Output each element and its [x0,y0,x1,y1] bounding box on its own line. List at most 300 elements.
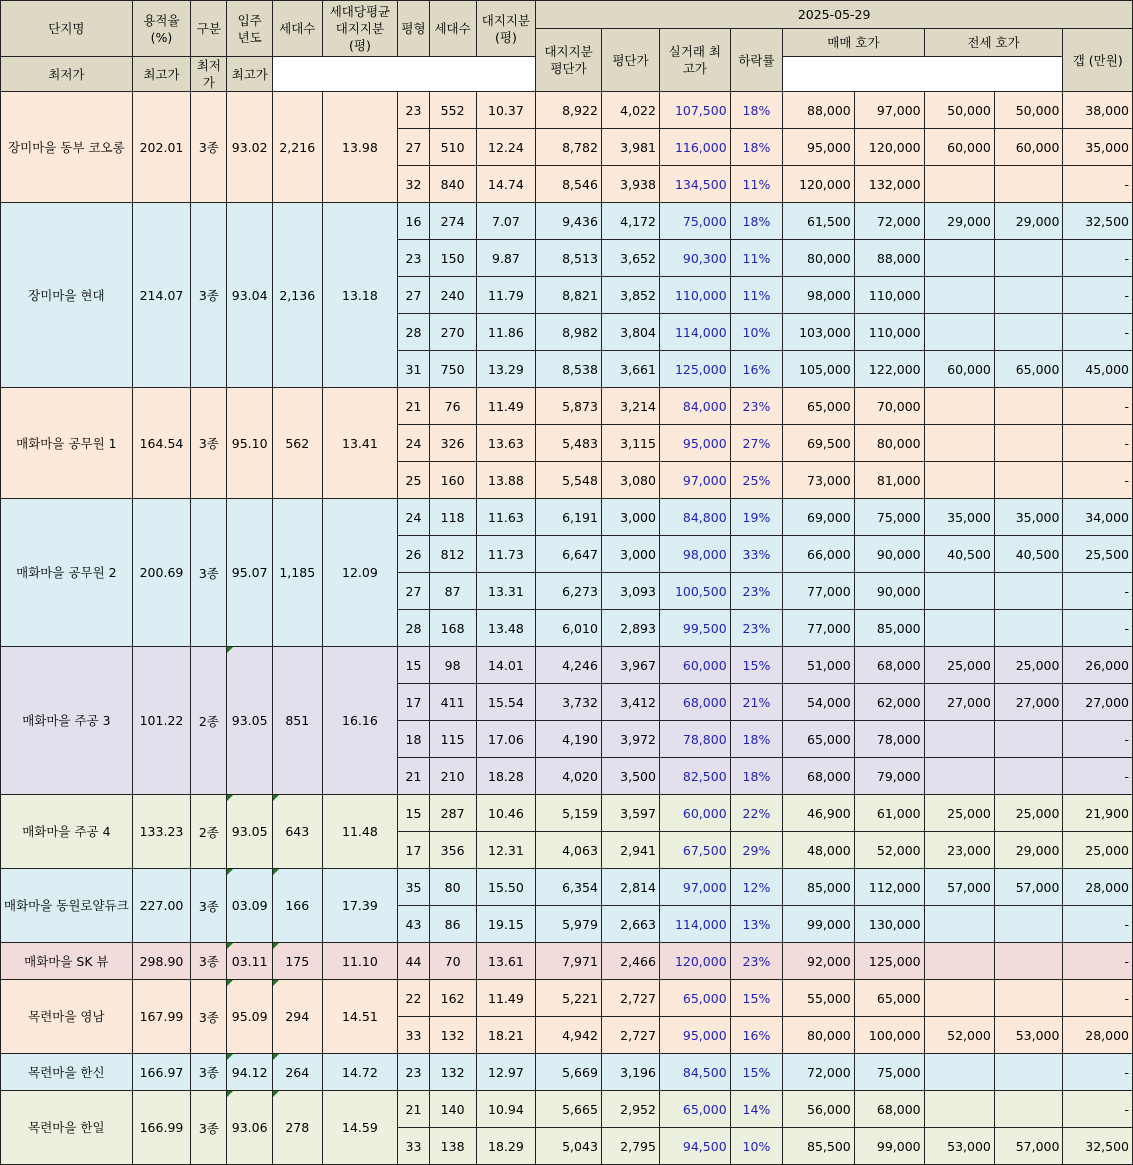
unit-pyeong-price: 3,093 [601,573,659,610]
unit-pyeong-price: 3,852 [601,277,659,314]
unit-drop-rate: 18% [730,758,783,795]
unit-households: 287 [429,795,476,832]
unit-pyeong: 18 [398,721,429,758]
unit-pyeong: 25 [398,462,429,499]
complex-far: 227.00 [132,869,191,943]
unit-jeonse-max [994,721,1063,758]
complex-far: 214.07 [132,203,191,388]
unit-sale-max: 81,000 [854,462,924,499]
unit-land-price: 4,020 [536,758,602,795]
complex-name: 목련마을 한신 [1,1054,133,1091]
unit-land-price: 8,982 [536,314,602,351]
complex-households: 643 [272,795,322,869]
unit-sale-max: 97,000 [854,92,924,129]
unit-land-price: 5,669 [536,1054,602,1091]
complex-avg-land: 17.39 [322,869,398,943]
unit-max-trade: 78,800 [659,721,730,758]
unit-land: 7.07 [476,203,536,240]
unit-land: 13.61 [476,943,536,980]
unit-households: 750 [429,351,476,388]
unit-jeonse-max [994,462,1063,499]
unit-land: 14.01 [476,647,536,684]
header-jeonse-min: 최저가 [191,57,227,92]
complex-zone: 3종 [191,1091,227,1165]
unit-gap: - [1063,1091,1133,1128]
unit-sale-min: 120,000 [783,166,855,203]
unit-sale-min: 105,000 [783,351,855,388]
header-unit-households: 세대수 [429,1,476,57]
unit-jeonse-min [924,462,994,499]
unit-jeonse-max [994,166,1063,203]
unit-jeonse-min [924,240,994,277]
unit-jeonse-min [924,1091,994,1128]
unit-households: 132 [429,1054,476,1091]
unit-max-trade: 90,300 [659,240,730,277]
unit-jeonse-max [994,1054,1063,1091]
unit-sale-max: 75,000 [854,1054,924,1091]
unit-land-price: 6,647 [536,536,602,573]
unit-gap: - [1063,610,1133,647]
unit-sale-min: 69,000 [783,499,855,536]
unit-jeonse-max: 57,000 [994,1128,1063,1165]
unit-sale-max: 65,000 [854,980,924,1017]
complex-avg-land: 16.16 [322,647,398,795]
unit-jeonse-min [924,1054,994,1091]
unit-households: 115 [429,721,476,758]
unit-pyeong: 24 [398,499,429,536]
complex-zone: 3종 [191,499,227,647]
unit-drop-rate: 16% [730,1017,783,1054]
header-zone: 구분 [191,1,227,57]
complex-far: 133.23 [132,795,191,869]
unit-households: 356 [429,832,476,869]
unit-max-trade: 125,000 [659,351,730,388]
unit-sale-max: 122,000 [854,351,924,388]
unit-land: 10.46 [476,795,536,832]
unit-pyeong-price: 3,938 [601,166,659,203]
unit-jeonse-min [924,721,994,758]
unit-gap: 38,000 [1063,92,1133,129]
unit-jeonse-min: 35,000 [924,499,994,536]
unit-pyeong: 23 [398,240,429,277]
table-row [1,92,1133,129]
unit-pyeong-price: 3,597 [601,795,659,832]
unit-households: 150 [429,240,476,277]
unit-max-trade: 99,500 [659,610,730,647]
complex-year: 95.09 [227,980,272,1054]
unit-pyeong: 33 [398,1128,429,1165]
unit-jeonse-min: 27,000 [924,684,994,721]
unit-land: 14.74 [476,166,536,203]
unit-pyeong-price: 3,080 [601,462,659,499]
unit-pyeong: 17 [398,684,429,721]
unit-pyeong: 15 [398,795,429,832]
unit-households: 138 [429,1128,476,1165]
unit-land-price: 7,971 [536,943,602,980]
unit-jeonse-max: 29,000 [994,203,1063,240]
unit-max-trade: 134,500 [659,166,730,203]
unit-land: 11.73 [476,536,536,573]
unit-drop-rate: 18% [730,721,783,758]
unit-sale-min: 66,000 [783,536,855,573]
unit-jeonse-min [924,573,994,610]
unit-sale-min: 69,500 [783,425,855,462]
unit-pyeong: 44 [398,943,429,980]
unit-gap: - [1063,166,1133,203]
unit-pyeong-price: 3,000 [601,499,659,536]
unit-sale-min: 61,500 [783,203,855,240]
unit-pyeong: 21 [398,1091,429,1128]
unit-sale-max: 100,000 [854,1017,924,1054]
complex-far: 200.69 [132,499,191,647]
unit-max-trade: 68,000 [659,684,730,721]
unit-pyeong-price: 2,795 [601,1128,659,1165]
header-year: 입주 년도 [227,1,272,57]
unit-jeonse-max [994,980,1063,1017]
unit-gap: 21,900 [1063,795,1133,832]
unit-households: 840 [429,166,476,203]
unit-drop-rate: 15% [730,1054,783,1091]
complex-far: 166.99 [132,1091,191,1165]
unit-sale-min: 65,000 [783,721,855,758]
unit-jeonse-min: 57,000 [924,869,994,906]
unit-households: 270 [429,314,476,351]
complex-year: 03.09 [227,869,272,943]
unit-households: 411 [429,684,476,721]
unit-sale-max: 80,000 [854,425,924,462]
complex-avg-land: 13.41 [322,388,398,499]
unit-max-trade: 82,500 [659,758,730,795]
unit-land: 13.29 [476,351,536,388]
unit-drop-rate: 18% [730,129,783,166]
unit-land-price: 6,191 [536,499,602,536]
complex-zone: 3종 [191,980,227,1054]
unit-pyeong-price: 2,941 [601,832,659,869]
unit-jeonse-max: 57,000 [994,869,1063,906]
unit-gap: 34,000 [1063,499,1133,536]
unit-max-trade: 97,000 [659,462,730,499]
unit-sale-min: 99,000 [783,906,855,943]
table-row [1,1054,1133,1091]
unit-households: 87 [429,573,476,610]
complex-far: 202.01 [132,92,191,203]
complex-year: 95.10 [227,388,272,499]
unit-sale-min: 65,000 [783,388,855,425]
unit-jeonse-max [994,758,1063,795]
unit-pyeong-price: 4,022 [601,92,659,129]
unit-pyeong: 27 [398,573,429,610]
unit-gap: 28,000 [1063,869,1133,906]
unit-land: 12.24 [476,129,536,166]
unit-land: 12.97 [476,1054,536,1091]
unit-max-trade: 110,000 [659,277,730,314]
unit-max-trade: 65,000 [659,1091,730,1128]
table-row [1,980,1133,1017]
unit-pyeong-price: 2,466 [601,943,659,980]
unit-jeonse-max [994,388,1063,425]
unit-sale-min: 98,000 [783,277,855,314]
unit-pyeong-price: 3,661 [601,351,659,388]
unit-land-price: 6,273 [536,573,602,610]
unit-sale-max: 62,000 [854,684,924,721]
unit-land: 13.63 [476,425,536,462]
table-row [1,869,1133,906]
unit-max-trade: 67,500 [659,832,730,869]
complex-name: 매화마을 공무원 1 [1,388,133,499]
complex-name: 목련마을 영남 [1,980,133,1054]
unit-jeonse-max: 27,000 [994,684,1063,721]
unit-max-trade: 94,500 [659,1128,730,1165]
unit-sale-max: 110,000 [854,277,924,314]
unit-land: 11.49 [476,388,536,425]
unit-drop-rate: 13% [730,906,783,943]
complex-households: 2,216 [272,92,322,203]
unit-land: 18.29 [476,1128,536,1165]
unit-max-trade: 98,000 [659,536,730,573]
unit-pyeong-price: 3,412 [601,684,659,721]
unit-land: 15.54 [476,684,536,721]
unit-land-price: 4,063 [536,832,602,869]
unit-households: 168 [429,610,476,647]
complex-households: 851 [272,647,322,795]
unit-jeonse-max [994,906,1063,943]
header-sale: 매매 호가 [783,29,924,57]
unit-sale-min: 92,000 [783,943,855,980]
header-land: 대지지분 (평) [476,1,536,57]
unit-jeonse-max [994,610,1063,647]
unit-pyeong: 22 [398,980,429,1017]
unit-drop-rate: 18% [730,203,783,240]
unit-sale-max: 85,000 [854,610,924,647]
unit-jeonse-min [924,980,994,1017]
unit-land: 10.94 [476,1091,536,1128]
complex-name: 매화마을 주공 4 [1,795,133,869]
unit-jeonse-min [924,425,994,462]
unit-pyeong: 28 [398,610,429,647]
unit-jeonse-max: 25,000 [994,647,1063,684]
unit-pyeong-price: 2,814 [601,869,659,906]
unit-households: 274 [429,203,476,240]
unit-jeonse-min: 50,000 [924,92,994,129]
unit-gap: - [1063,980,1133,1017]
unit-jeonse-max: 35,000 [994,499,1063,536]
complex-far: 164.54 [132,388,191,499]
unit-land-price: 8,538 [536,351,602,388]
complex-year: 93.04 [227,203,272,388]
complex-avg-land: 13.18 [322,203,398,388]
unit-households: 140 [429,1091,476,1128]
unit-households: 86 [429,906,476,943]
unit-sale-max: 112,000 [854,869,924,906]
unit-drop-rate: 19% [730,499,783,536]
unit-gap: 27,000 [1063,684,1133,721]
unit-land-price: 5,665 [536,1091,602,1128]
unit-households: 162 [429,980,476,1017]
unit-jeonse-min [924,943,994,980]
unit-pyeong-price: 2,727 [601,980,659,1017]
unit-pyeong: 28 [398,314,429,351]
unit-drop-rate: 10% [730,314,783,351]
complex-households: 2,136 [272,203,322,388]
unit-jeonse-max: 60,000 [994,129,1063,166]
unit-pyeong-price: 4,172 [601,203,659,240]
unit-households: 552 [429,92,476,129]
unit-sale-max: 90,000 [854,536,924,573]
unit-sale-max: 70,000 [854,388,924,425]
unit-land: 11.49 [476,980,536,1017]
unit-sale-min: 54,000 [783,684,855,721]
unit-land-price: 6,354 [536,869,602,906]
unit-gap: 32,500 [1063,1128,1133,1165]
unit-max-trade: 84,000 [659,388,730,425]
unit-land-price: 9,436 [536,203,602,240]
unit-gap: - [1063,425,1133,462]
unit-drop-rate: 11% [730,277,783,314]
unit-land: 13.48 [476,610,536,647]
unit-pyeong: 16 [398,203,429,240]
unit-sale-min: 103,000 [783,314,855,351]
unit-max-trade: 65,000 [659,980,730,1017]
complex-year: 93.06 [227,1091,272,1165]
unit-drop-rate: 15% [730,647,783,684]
unit-gap: - [1063,758,1133,795]
unit-drop-rate: 23% [730,610,783,647]
unit-land-price: 4,190 [536,721,602,758]
unit-sale-min: 55,000 [783,980,855,1017]
unit-households: 70 [429,943,476,980]
unit-sale-min: 56,000 [783,1091,855,1128]
unit-pyeong-price: 3,981 [601,129,659,166]
complex-far: 298.90 [132,943,191,980]
unit-gap: 28,000 [1063,1017,1133,1054]
unit-pyeong-price: 3,972 [601,721,659,758]
complex-zone: 3종 [191,388,227,499]
complex-households: 294 [272,980,322,1054]
unit-sale-min: 95,000 [783,129,855,166]
unit-jeonse-min: 23,000 [924,832,994,869]
unit-land: 13.88 [476,462,536,499]
unit-land-price: 5,221 [536,980,602,1017]
unit-sale-min: 80,000 [783,1017,855,1054]
unit-pyeong: 23 [398,1054,429,1091]
unit-jeonse-min [924,610,994,647]
unit-pyeong-price: 3,214 [601,388,659,425]
unit-land: 11.86 [476,314,536,351]
header-sale-min: 최저가 [1,57,133,92]
unit-households: 80 [429,869,476,906]
unit-jeonse-min [924,166,994,203]
unit-drop-rate: 11% [730,166,783,203]
table-body [1,92,1133,1165]
unit-jeonse-min: 53,000 [924,1128,994,1165]
complex-zone: 3종 [191,92,227,203]
complex-avg-land: 14.59 [322,1091,398,1165]
unit-jeonse-min: 29,000 [924,203,994,240]
unit-sale-max: 120,000 [854,129,924,166]
unit-pyeong: 17 [398,832,429,869]
unit-jeonse-max: 25,000 [994,795,1063,832]
unit-land-price: 5,043 [536,1128,602,1165]
unit-sale-min: 85,000 [783,869,855,906]
complex-name: 목련마을 한일 [1,1091,133,1165]
unit-pyeong-price: 3,652 [601,240,659,277]
unit-pyeong: 27 [398,277,429,314]
unit-land-price: 8,782 [536,129,602,166]
complex-year: 93.05 [227,795,272,869]
unit-gap: 32,500 [1063,203,1133,240]
unit-sale-min: 68,000 [783,758,855,795]
complex-households: 562 [272,388,322,499]
complex-avg-land: 13.98 [322,92,398,203]
unit-drop-rate: 33% [730,536,783,573]
unit-sale-max: 68,000 [854,647,924,684]
unit-households: 240 [429,277,476,314]
complex-name: 매화마을 공무원 2 [1,499,133,647]
unit-max-trade: 114,000 [659,314,730,351]
complex-name: 장미마을 현대 [1,203,133,388]
unit-land-price: 5,873 [536,388,602,425]
complex-zone: 2종 [191,795,227,869]
complex-avg-land: 11.48 [322,795,398,869]
unit-pyeong-price: 3,500 [601,758,659,795]
unit-pyeong-price: 2,893 [601,610,659,647]
unit-max-trade: 114,000 [659,906,730,943]
unit-jeonse-max [994,943,1063,980]
unit-land: 9.87 [476,240,536,277]
unit-land: 15.50 [476,869,536,906]
unit-pyeong-price: 2,952 [601,1091,659,1128]
unit-gap: 26,000 [1063,647,1133,684]
unit-pyeong-price: 3,804 [601,314,659,351]
unit-pyeong: 27 [398,129,429,166]
unit-jeonse-max: 29,000 [994,832,1063,869]
unit-gap: 25,000 [1063,832,1133,869]
unit-drop-rate: 12% [730,869,783,906]
unit-pyeong: 21 [398,388,429,425]
unit-jeonse-min: 25,000 [924,795,994,832]
unit-jeonse-min [924,906,994,943]
unit-land-price: 5,979 [536,906,602,943]
unit-land: 17.06 [476,721,536,758]
unit-max-trade: 60,000 [659,647,730,684]
header-gap: 갭 (만원) [1063,29,1133,92]
unit-land: 18.21 [476,1017,536,1054]
unit-drop-rate: 29% [730,832,783,869]
unit-pyeong: 35 [398,869,429,906]
unit-jeonse-min: 60,000 [924,351,994,388]
unit-jeonse-min: 25,000 [924,647,994,684]
unit-max-trade: 95,000 [659,425,730,462]
unit-jeonse-max [994,277,1063,314]
unit-sale-min: 46,900 [783,795,855,832]
complex-households: 264 [272,1054,322,1091]
unit-gap: 25,500 [1063,536,1133,573]
unit-jeonse-min [924,388,994,425]
unit-land: 19.15 [476,906,536,943]
unit-land-price: 6,010 [536,610,602,647]
unit-sale-min: 77,000 [783,610,855,647]
unit-sale-max: 88,000 [854,240,924,277]
table-row [1,388,1133,425]
header-avg-land: 세대당평균 대지지분(평) [322,1,398,57]
header-land-price: 대지지분 평단가 [536,29,602,92]
unit-households: 160 [429,462,476,499]
complex-name: 매화마을 동원로얄듀크 [1,869,133,943]
unit-pyeong: 15 [398,647,429,684]
unit-land-price: 5,548 [536,462,602,499]
unit-pyeong-price: 2,727 [601,1017,659,1054]
complex-year: 93.02 [227,92,272,203]
